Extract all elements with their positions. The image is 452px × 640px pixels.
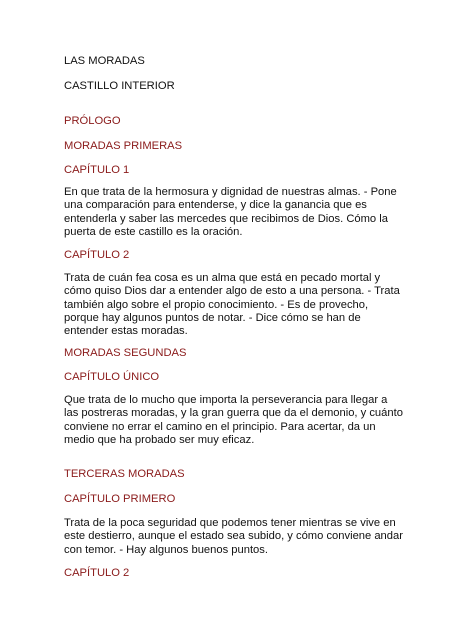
toc-link-moradas-primeras[interactable]: MORADAS PRIMERAS: [64, 140, 183, 152]
capitulo-2-summary: [64, 272, 404, 338]
summary-line: también algo sobre el propio conocimiento. - Es de provecho,: [64, 298, 369, 311]
toc-link-capitulo-1[interactable]: CAPÍTULO 1: [64, 164, 130, 176]
summary-line: cómo quiso Dios dar a entender algo de esto a una persona. - Trata: [64, 285, 400, 298]
toc-link-prologo[interactable]: PRÓLOGO: [64, 115, 121, 127]
toc-link-capitulo-unico[interactable]: CAPÍTULO ÚNICO: [64, 371, 160, 383]
summary-line: Trata de la poca seguridad que podemos tener mientras se vive en: [64, 517, 396, 529]
toc-link-terceras-moradas[interactable]: TERCERAS MORADAS: [64, 468, 185, 480]
summary-line: las postreras moradas, y la gran guerra que da el demonio, y cuánto: [64, 407, 403, 420]
summary-line: conviene no errar el camino en el principio. Para acertar, da un: [64, 420, 376, 433]
summary-line: este destierro, aunque el estado sea subido, y cómo conviene andar: [64, 530, 403, 543]
capitulo-primero-summary: [64, 517, 404, 557]
summary-line: entender estas moradas.: [64, 325, 188, 338]
toc-link-capitulo-2[interactable]: CAPÍTULO 2: [64, 249, 130, 261]
toc-link-capitulo-primero[interactable]: CAPÍTULO PRIMERO: [64, 493, 176, 505]
summary-line: con temor. - Hay algunos buenos puntos.: [64, 543, 268, 556]
toc-link-capitulo-2-terceras[interactable]: CAPÍTULO 2: [64, 567, 130, 579]
summary-line: medio que ha probado ser muy eficaz.: [64, 433, 255, 446]
summary-line: En que trata de la hermosura y dignidad de nuestras almas. - Pone: [64, 186, 397, 198]
summary-line: Trata de cuán fea cosa es un alma que está en pecado mortal y: [64, 272, 381, 284]
summary-line: entenderla y saber las mercedes que recibimos de Dios. Cómo la: [64, 212, 388, 225]
summary-line: Que trata de lo mucho que importa la perseverancia para llegar a: [64, 394, 388, 406]
capitulo-unico-summary: [64, 394, 404, 447]
summary-line: puerta de este castillo es la oración.: [64, 225, 243, 238]
book-title: LAS MORADAS: [64, 55, 145, 67]
summary-line: una comparación para entenderse, y dice la ganancia que es: [64, 199, 367, 212]
summary-line: porque hay algunos puntos de notar. - Dice cómo se han de: [64, 311, 361, 324]
capitulo-1-summary: [64, 186, 404, 239]
toc-link-moradas-segundas[interactable]: MORADAS SEGUNDAS: [64, 347, 187, 359]
book-subtitle: CASTILLO INTERIOR: [64, 80, 175, 92]
